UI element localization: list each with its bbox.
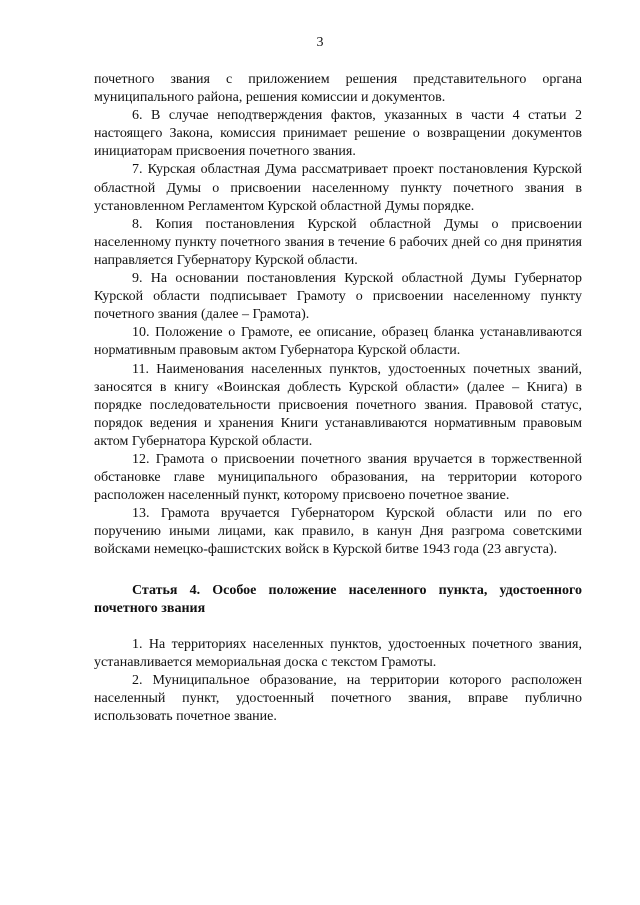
spacer — [94, 560, 582, 582]
paragraph-11: 11. Наименования населенных пунктов, удостоенных почетных званий, заносятся в книгу «Воинская доблесть Курской области» (далее – Книга) в порядке последовательности присвоения почетного звания. Правовой статус, порядок ведения и хранения Книги устанавливаются нормативным правовым актом Губернатора Курской области. — [94, 361, 582, 449]
article-4-heading: Статья 4. Особое положение населенного пункта, удостоенного почетного звания — [94, 582, 582, 616]
paragraph-13: 13. Грамота вручается Губернатором Курской области или по его поручению иными лицами, как правило, в канун Дня разгрома советскими войсками немецко-фашистских войск в Курской битве 1943 года (23 августа). — [94, 506, 582, 558]
article-4-paragraph-2: 2. Муниципальное образование, на территории которого расположен населенный пункт, удостоенный почетного звания, вправе публично использовать почетное звание. — [94, 672, 582, 725]
paragraph-9: 9. На основании постановления Курской областной Думы Губернатор Курской области подписывает Грамоту о присвоении населенному пункту почетного звания (далее – Грамота). — [94, 271, 582, 323]
spacer — [94, 618, 582, 636]
document-body — [94, 71, 582, 726]
paragraph-continuation: почетного звания с приложением решения представительного органа муниципального района, решения комиссии и документов. — [94, 72, 582, 106]
paragraph-8: 8. Копия постановления Курской областной Думы о присвоении населенному пункту почетного звания в течение 6 рабочих дней со дня принятия направляется Губернатору Курской области. — [94, 216, 582, 268]
paragraph-10: 10. Положение о Грамоте, ее описание, образец бланка устанавливаются нормативным правовым актом Губернатора Курской области. — [94, 325, 582, 359]
page-number: 3 — [316, 35, 324, 50]
paragraph-7: 7. Курская областная Дума рассматривает проект постановления Курской областной Думы о присвоении населенному пункту почетного звания в установленном Регламентом Курской областной Думы порядке. — [94, 162, 582, 214]
paragraph-12: 12. Грамота о присвоении почетного звания вручается в торжественной обстановке главе муниципального образования, на территории которого расположен населенный пункт, которому присвоено почетное звание. — [94, 451, 582, 504]
article-4-paragraph-1: 1. На территориях населенных пунктов, удостоенных почетного звания, устанавливается мемориальная доска с текстом Грамоты. — [94, 636, 582, 670]
paragraph-6: 6. В случае неподтверждения фактов, указанных в части 4 статьи 2 настоящего Закона, комиссия принимает решение о возвращении документов инициаторам присвоения почетного звания. — [94, 108, 582, 160]
